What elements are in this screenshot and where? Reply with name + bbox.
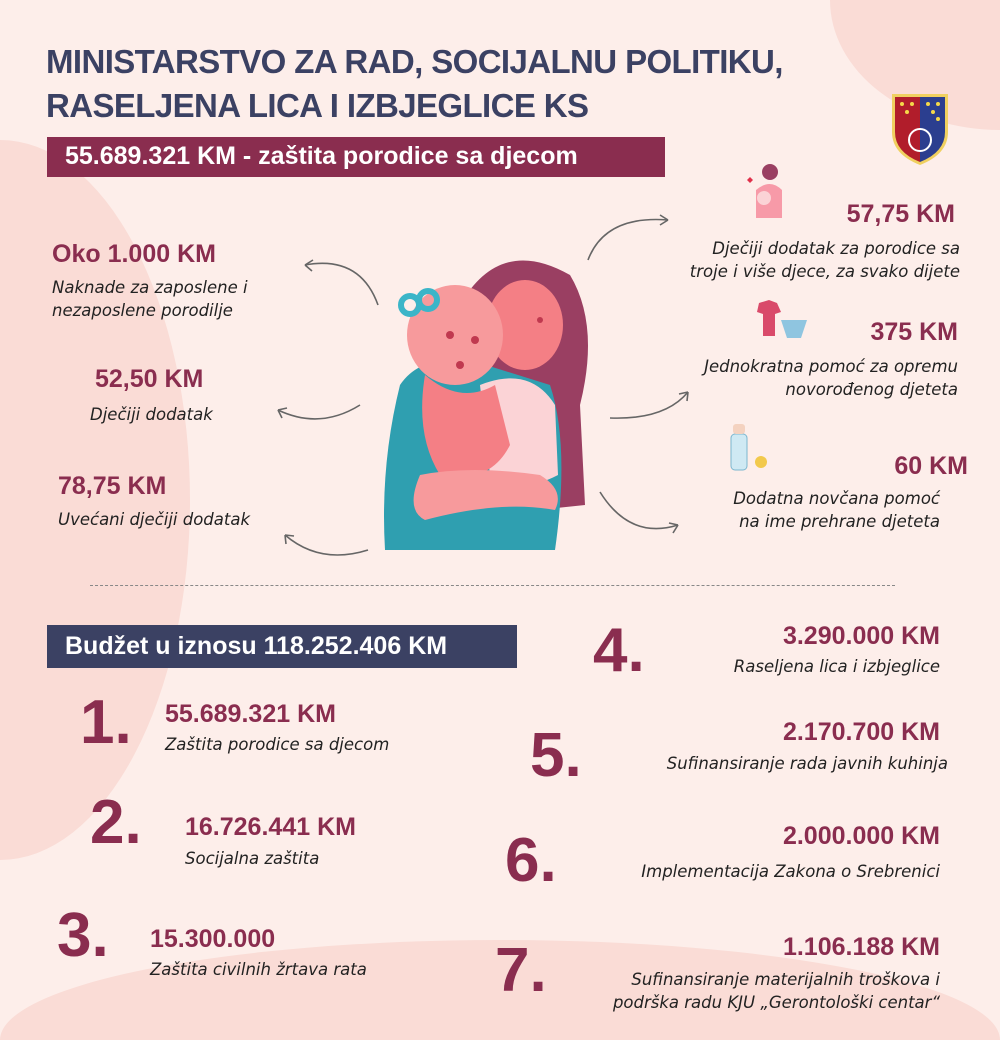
budget-item-number: 2. <box>90 788 142 857</box>
budget-item-desc <box>613 968 940 1014</box>
right-item-desc <box>704 355 958 401</box>
arrow <box>278 405 360 419</box>
desc-line: Sufinansiranje materijalnih troškova i <box>631 970 940 989</box>
baby-clothes-icon <box>755 298 810 343</box>
desc-line: Jednokratna pomoć za opremu <box>704 357 958 376</box>
budget-banner <box>47 625 517 668</box>
desc-line: Naknade za zaposlene i <box>52 278 248 297</box>
desc-line: na ime prehrane djeteta <box>739 512 940 531</box>
arrow <box>285 535 368 555</box>
budget-item-desc: Sufinansiranje rada javnih kuhinja <box>666 754 948 773</box>
desc-line: Dodatna novčana pomoć <box>733 489 940 508</box>
divider <box>90 585 895 586</box>
page-title-line2: RASELJENA LICA I IZBJEGLICE KS <box>46 87 589 124</box>
right-item-amount: 57,75 KM <box>846 200 955 228</box>
budget-banner-text: Budžet u iznosu 118.252.406 KM <box>65 632 448 660</box>
desc-line: Dječiji dodatak za porodice sa <box>712 239 960 258</box>
left-item-amount: Oko 1.000 KM <box>52 240 216 268</box>
right-item-desc <box>733 487 940 533</box>
left-item-amount: 78,75 KM <box>58 472 167 500</box>
right-item-amount: 375 KM <box>870 318 958 346</box>
arrow <box>610 392 688 418</box>
budget-item-amount: 2.000.000 KM <box>782 822 940 850</box>
right-item-desc <box>690 237 960 283</box>
arrow <box>600 492 678 529</box>
arrow <box>588 220 668 261</box>
left-item-desc <box>52 276 248 322</box>
budget-item-number: 3. <box>57 901 109 970</box>
budget-item-number: 6. <box>505 826 557 895</box>
mother-baby-icon <box>742 160 787 220</box>
budget-item-amount: 2.170.700 KM <box>782 718 940 746</box>
page-title-line1: MINISTARSTVO ZA RAD, SOCIJALNU POLITIKU, <box>46 43 783 80</box>
desc-line: novorođenog djeteta <box>785 380 958 399</box>
budget-item-amount: 3.290.000 KM <box>782 622 940 650</box>
baby-bottle-icon <box>725 422 775 474</box>
arrow <box>305 263 378 305</box>
budget-item-amount: 16.726.441 KM <box>185 813 356 841</box>
desc-line: nezaposlene porodilje <box>52 301 233 320</box>
budget-item-amount: 1.106.188 KM <box>782 933 940 961</box>
budget-item-number: 7. <box>495 936 547 1005</box>
family-banner-text: 55.689.321 KM - zaštita porodice sa djecom <box>65 142 578 170</box>
budget-item-desc: Raseljena lica i izbjeglice <box>733 657 940 676</box>
budget-item-amount: 55.689.321 KM <box>165 700 336 728</box>
budget-item-desc: Socijalna zaštita <box>185 849 320 868</box>
right-item-amount: 60 KM <box>894 452 968 480</box>
budget-item-desc: Implementacija Zakona o Srebrenici <box>641 862 940 881</box>
budget-item-desc: Zaštita porodice sa djecom <box>165 735 390 754</box>
budget-item-number: 1. <box>80 688 132 757</box>
left-item-amount: 52,50 KM <box>95 365 204 393</box>
left-item-desc: Uvećani dječiji dodatak <box>58 510 251 529</box>
budget-item-number: 4. <box>593 616 645 685</box>
budget-item-amount: 15.300.000 <box>150 925 276 953</box>
left-item-desc: Dječiji dodatak <box>90 405 213 424</box>
desc-line: podrška radu KJU „Gerontološki centar“ <box>612 993 940 1012</box>
budget-item-number: 5. <box>530 721 582 790</box>
desc-line: troje i više djece, za svako dijete <box>689 262 960 281</box>
budget-item-desc: Zaštita civilnih žrtava rata <box>150 960 367 979</box>
